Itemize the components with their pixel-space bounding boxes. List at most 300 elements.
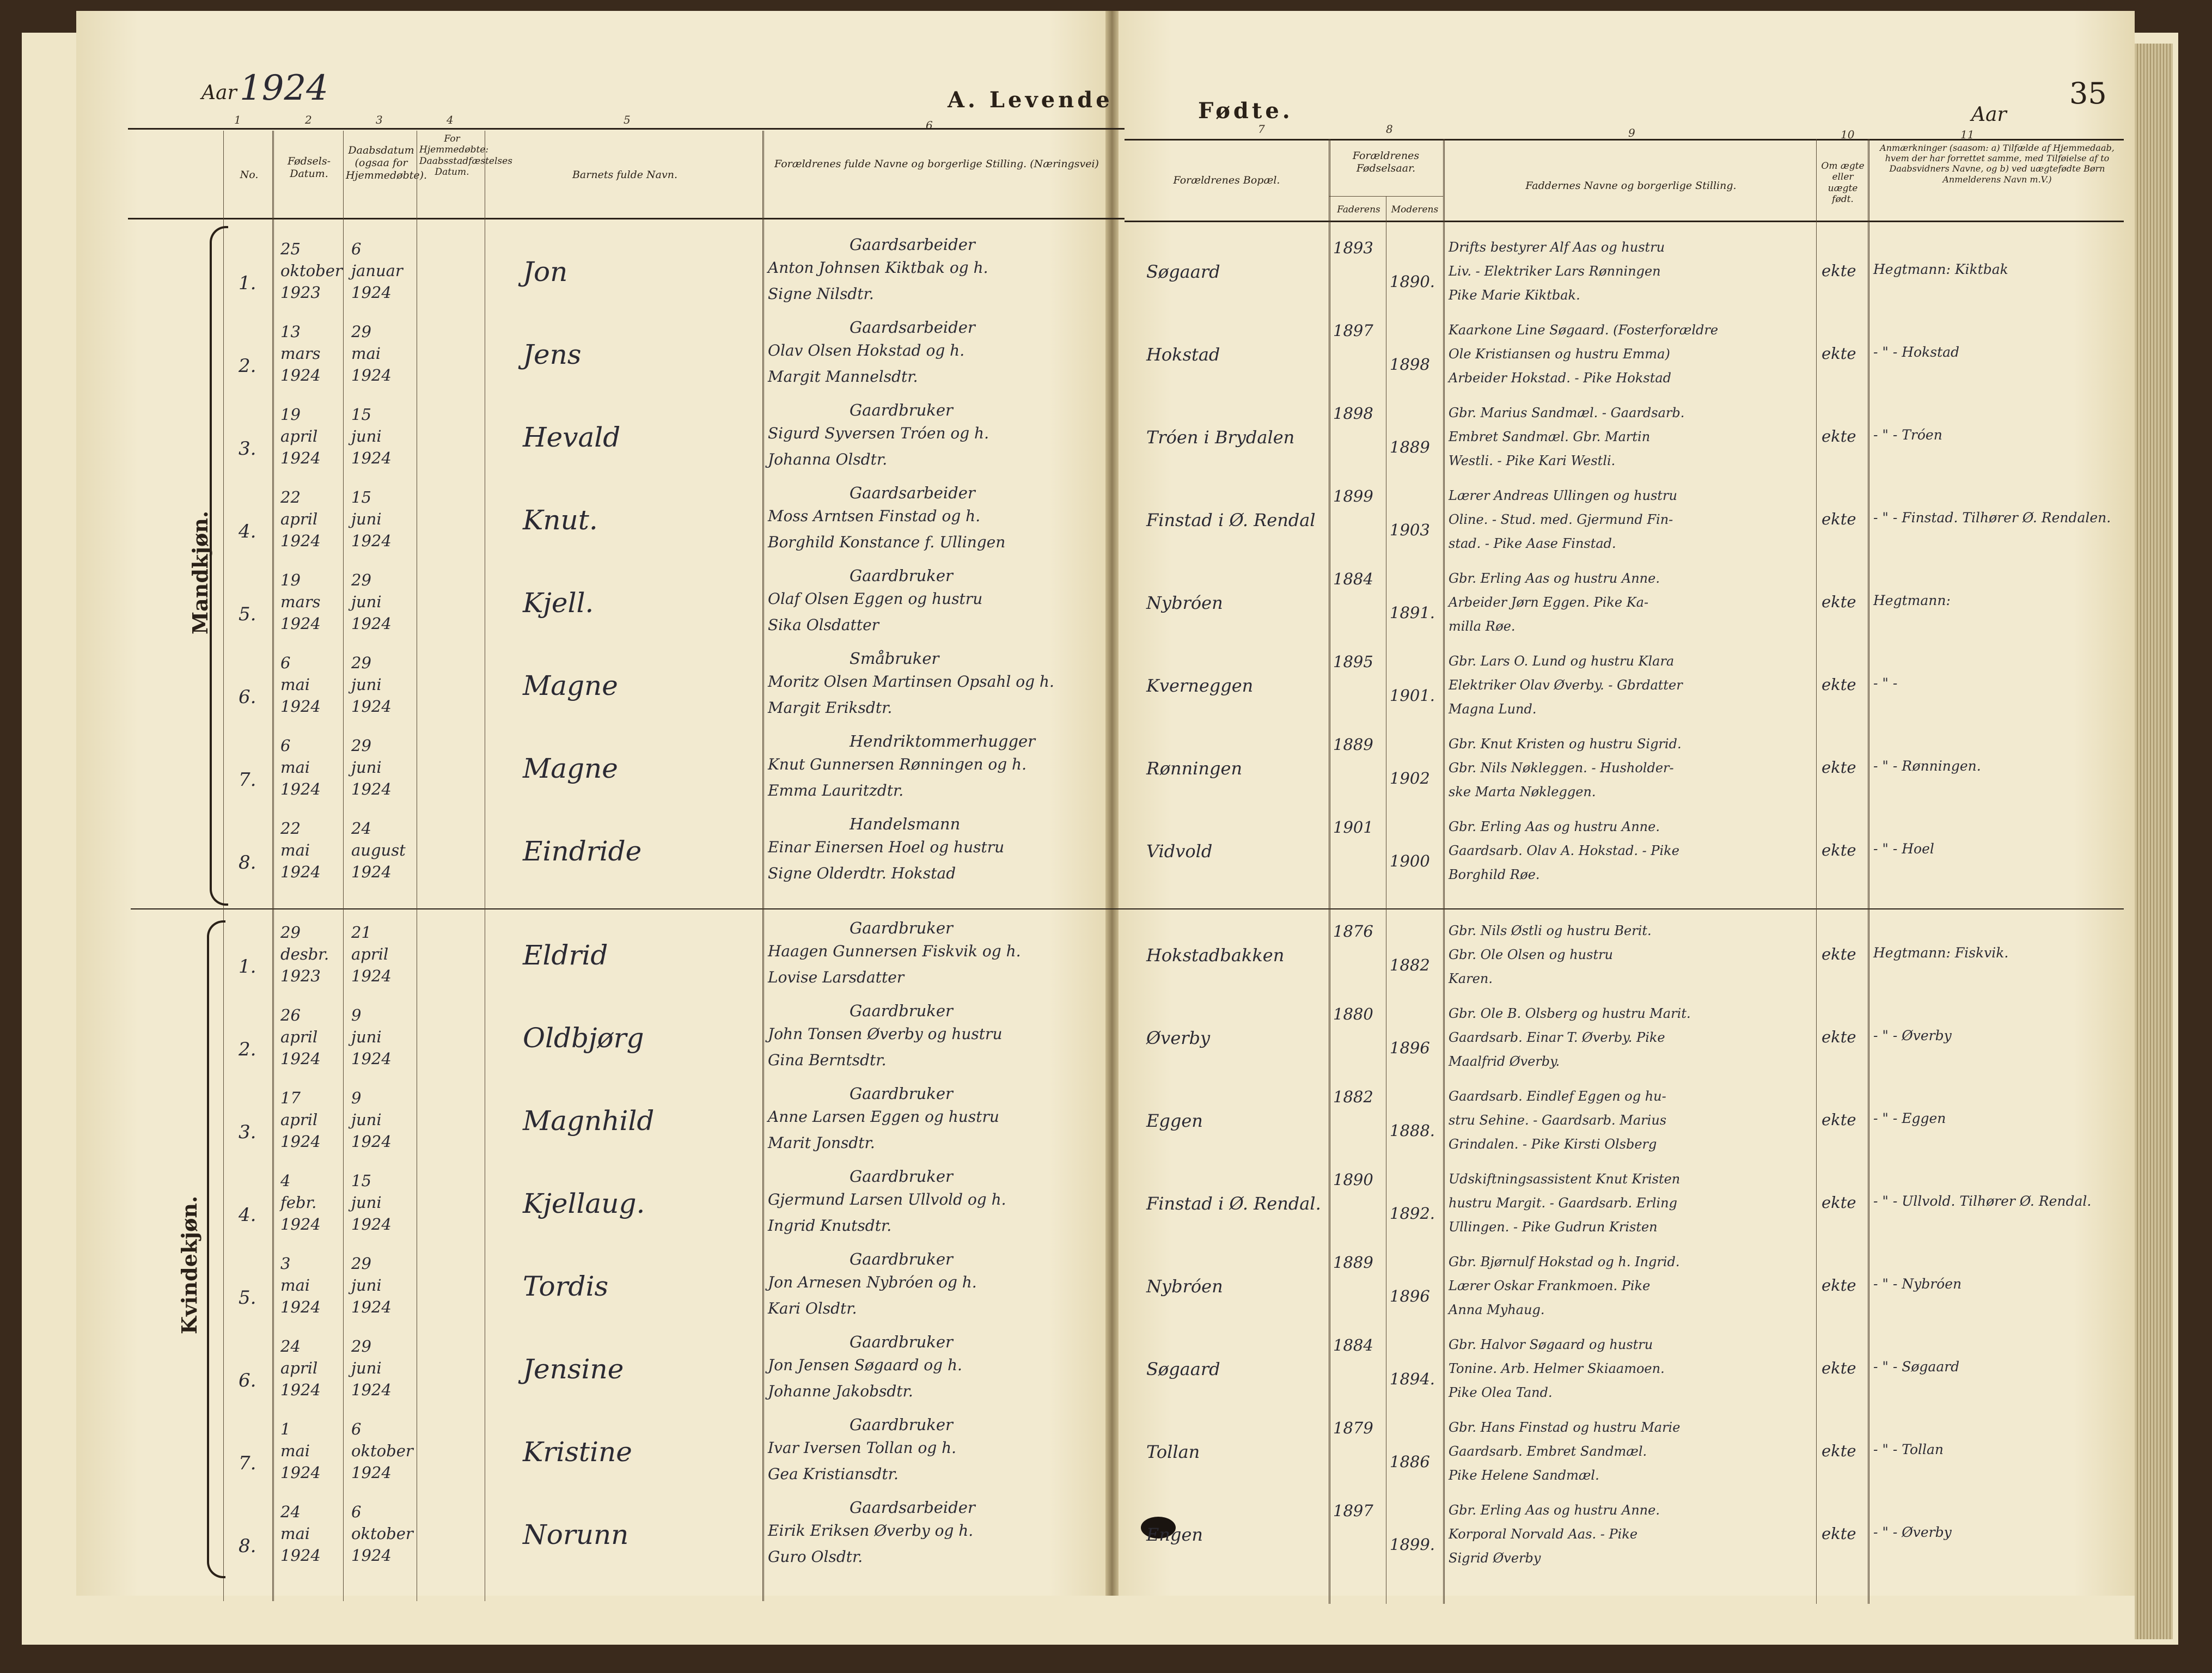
baptism-date-part: juni: [351, 758, 382, 777]
legitimacy: ekte: [1822, 1524, 1856, 1543]
sponsors-line: Magna Lund.: [1449, 701, 1537, 717]
remarks: Hegtmann:: [1873, 593, 1951, 608]
child-name: Norunn: [523, 1519, 629, 1550]
col-rule-11: [1868, 139, 1869, 1604]
birth-date-part: 1924: [280, 532, 321, 550]
colnum-4: 4: [447, 113, 454, 126]
colnum-10: 10: [1841, 128, 1855, 141]
father-occupation: Gaardbruker: [850, 401, 953, 419]
sponsors-line: Pike Olea Tand.: [1449, 1385, 1553, 1400]
col-rule-9: [1443, 139, 1445, 1604]
baptism-date-part: 1924: [351, 614, 392, 633]
birth-date-part: 19: [280, 405, 301, 424]
baptism-date-part: 6: [351, 1503, 362, 1521]
aar-label-left: Aar: [201, 82, 237, 104]
baptism-date-part: oktober: [351, 1442, 413, 1460]
birth-date-part: 1924: [280, 1132, 321, 1151]
baptism-date-part: 29: [351, 1337, 371, 1356]
baptism-date-part: juni: [351, 1276, 382, 1295]
residence: Eggen: [1146, 1110, 1203, 1131]
mother-birth-year: 1896: [1390, 1039, 1430, 1057]
col-rule-2: [272, 131, 274, 1601]
colhead-fodsels-datum: Fødsels-Datum.: [288, 155, 331, 180]
sponsors-line: Gbr. Ole Olsen og hustru: [1449, 947, 1614, 962]
birth-date-part: 24: [280, 1337, 301, 1356]
sponsors-line: Pike Marie Kiktbak.: [1449, 288, 1580, 303]
baptism-date-part: 24: [351, 819, 371, 838]
baptism-date-part: 1924: [351, 283, 392, 302]
sponsors-line: Gbr. Ole B. Olsberg og hustru Marit.: [1449, 1006, 1691, 1021]
parents-line: Kari Olsdtr.: [768, 1299, 857, 1317]
colnum-9: 9: [1628, 126, 1635, 139]
residence: Finstad i Ø. Rendal: [1146, 510, 1316, 530]
sponsors-line: Gaardsarb. Einar T. Øverby. Pike: [1449, 1030, 1665, 1045]
baptism-date-part: juni: [351, 675, 382, 694]
entry-number: 1.: [239, 956, 256, 978]
section-divider: [131, 908, 2124, 909]
residence: Kverneggen: [1146, 675, 1254, 696]
parents-line: Sika Olsdatter: [768, 616, 879, 634]
colhead-anmerkninger: Anmærkninger (saasom: a) Tilfælde af Hjemmedaab, hvem der har forrettet samme, med Tilføielse af to Daabsvidners Navne, og b) ved uægtefødte Børn Anmelderens Navn m.V.): [1880, 143, 2115, 185]
colnum-7: 7: [1258, 123, 1265, 136]
sponsors-line: Kaarkone Line Søgaard. (Fosterforældre: [1449, 322, 1719, 338]
parents-line: Guro Olsdtr.: [768, 1548, 863, 1566]
birth-date-part: desbr.: [280, 945, 329, 963]
book-edge-right: [2135, 44, 2173, 1639]
sponsors-line: Udskiftningsassistent Knut Kristen: [1449, 1171, 1681, 1187]
baptism-date-part: 1924: [351, 1132, 392, 1151]
birth-date-part: 1924: [280, 697, 321, 716]
baptism-date-part: juni: [351, 1193, 382, 1212]
mother-birth-year: 1899.: [1390, 1535, 1435, 1554]
legitimacy: ekte: [1822, 1276, 1856, 1295]
section-male-brace: [210, 226, 228, 906]
birth-date-part: april: [280, 427, 318, 445]
parents-line: Eirik Eriksen Øverby og h.: [768, 1522, 974, 1540]
colhead-faderens: Faderens: [1337, 204, 1380, 215]
baptism-date-part: 29: [351, 322, 371, 341]
baptism-date-part: mai: [351, 344, 381, 363]
sponsors-line: Gbr. Erling Aas og hustru Anne.: [1449, 819, 1660, 834]
entry-number: 5.: [239, 1287, 256, 1309]
entry-number: 6.: [239, 686, 256, 708]
mother-birth-year: 1898: [1390, 355, 1430, 374]
colnum-8: 8: [1386, 123, 1393, 136]
colhead-bopael: Forældrenes Bopæl.: [1173, 174, 1280, 186]
birth-date-part: april: [280, 510, 318, 528]
parents-line: Emma Lauritzdtr.: [768, 781, 904, 799]
father-occupation: Småbruker: [850, 649, 939, 668]
child-name: Knut.: [523, 504, 598, 536]
baptism-date-part: 1924: [351, 697, 392, 716]
header-rule-bottom-right: [1125, 221, 2124, 222]
baptism-date-part: august: [351, 841, 406, 859]
child-name: Kristine: [523, 1436, 632, 1468]
entry-number: 8.: [239, 852, 256, 874]
father-occupation: Gaardbruker: [850, 1167, 953, 1186]
sponsors-line: Pike Helene Sandmæl.: [1449, 1468, 1599, 1483]
legitimacy: ekte: [1822, 510, 1856, 528]
baptism-date-part: 9: [351, 1006, 362, 1024]
entry-number: 2.: [239, 355, 256, 377]
sponsors-line: Grindalen. - Pike Kirsti Olsberg: [1449, 1137, 1657, 1152]
father-occupation: Gaardsarbeider: [850, 318, 975, 337]
remarks: - " -: [1873, 675, 1898, 691]
header-rule-top-left: [128, 128, 1125, 130]
father-occupation: Gaardbruker: [850, 1333, 953, 1351]
father-birth-year: 1897: [1333, 1501, 1373, 1520]
father-birth-year: 1893: [1333, 239, 1373, 257]
baptism-date-part: juni: [351, 510, 382, 528]
remarks: - " - Hokstad: [1873, 344, 1960, 360]
father-birth-year: 1898: [1333, 404, 1373, 423]
child-name: Kjell.: [523, 587, 594, 619]
sponsors-line: stru Sehine. - Gaardsarb. Marius: [1449, 1113, 1667, 1128]
child-name: Magne: [523, 670, 618, 701]
birth-date-part: 26: [280, 1006, 301, 1024]
colhead-daabs-datum: Daabsdatum (ogsaa for Hjemmedøbte).: [346, 144, 427, 181]
birth-date-part: mai: [280, 675, 310, 694]
parents-line: Ingrid Knutsdtr.: [768, 1217, 892, 1235]
section-female-label: Kvindekjøn.: [177, 1195, 201, 1334]
parents-line: Johanne Jakobsdtr.: [768, 1382, 913, 1400]
child-name: Oldbjørg: [523, 1022, 644, 1054]
header-rule-top-right: [1125, 139, 2124, 141]
father-birth-year: 1882: [1333, 1088, 1373, 1106]
child-name: Magne: [523, 753, 618, 784]
parents-line: Margit Mannelsdtr.: [768, 368, 918, 386]
child-name: Kjellaug.: [523, 1188, 645, 1219]
baptism-date-part: 29: [351, 654, 371, 672]
legitimacy: ekte: [1822, 427, 1856, 445]
birth-date-part: 22: [280, 819, 301, 838]
residence: Søgaard: [1146, 1359, 1220, 1379]
parents-line: John Tonsen Øverby og hustru: [768, 1025, 1003, 1043]
birth-date-part: 1924: [280, 1049, 321, 1068]
parents-line: Moss Arntsen Finstad og h.: [768, 507, 981, 525]
remarks: Hegtmann: Kiktbak: [1873, 261, 2008, 277]
baptism-date-part: 15: [351, 488, 371, 506]
baptism-date-part: 15: [351, 405, 371, 424]
father-birth-year: 1880: [1333, 1005, 1373, 1023]
colnum-2: 2: [305, 113, 312, 126]
residence: Hokstad: [1146, 344, 1220, 365]
entry-number: 4.: [239, 521, 256, 542]
mother-birth-year: 1903: [1390, 521, 1430, 539]
residence: Nybróen: [1146, 1276, 1223, 1297]
parents-line: Sigurd Syversen Tróen og h.: [768, 424, 989, 442]
child-name: Magnhild: [523, 1105, 655, 1137]
col-rule-10: [1816, 139, 1817, 1604]
sponsors-line: Gbr. Hans Finstad og hustru Marie: [1449, 1420, 1681, 1435]
legitimacy: ekte: [1822, 1028, 1856, 1046]
colnum-11: 11: [1960, 128, 1975, 141]
residence: Nybróen: [1146, 593, 1223, 613]
sponsors-line: Tonine. Arb. Helmer Skiaamoen.: [1449, 1361, 1665, 1376]
legitimacy: ekte: [1822, 945, 1856, 963]
parents-line: Anton Johnsen Kiktbak og h.: [768, 259, 988, 277]
section-female-brace: [207, 920, 225, 1578]
father-birth-year: 1890: [1333, 1170, 1373, 1189]
father-birth-year: 1876: [1333, 922, 1373, 941]
baptism-date-part: juni: [351, 593, 382, 611]
father-occupation: Gaardbruker: [850, 1002, 953, 1020]
birth-date-part: 13: [280, 322, 301, 341]
entry-number: 2.: [239, 1039, 256, 1060]
legitimacy: ekte: [1822, 1193, 1856, 1212]
birth-date-part: mai: [280, 1276, 310, 1295]
father-occupation: Gaardbruker: [850, 1084, 953, 1103]
baptism-date-part: 1924: [351, 1298, 392, 1316]
parents-line: Gjermund Larsen Ullvold og h.: [768, 1190, 1006, 1208]
parents-line: Olav Olsen Hokstad og h.: [768, 341, 965, 359]
legitimacy: ekte: [1822, 758, 1856, 777]
birth-date-part: 4: [280, 1171, 291, 1190]
baptism-date-part: 6: [351, 240, 362, 258]
colhead-moderens: Moderens: [1391, 204, 1439, 215]
mother-birth-year: 1882: [1390, 956, 1430, 974]
parents-line: Marit Jonsdtr.: [768, 1134, 875, 1152]
birth-date-part: 22: [280, 488, 301, 506]
father-birth-year: 1884: [1333, 570, 1373, 588]
sponsors-line: milla Røe.: [1449, 619, 1516, 634]
baptism-date-part: 1924: [351, 449, 392, 467]
birth-date-part: 1: [280, 1420, 291, 1438]
father-birth-year: 1895: [1333, 652, 1373, 671]
sponsors-line: Liv. - Elektriker Lars Rønningen: [1449, 264, 1661, 279]
birth-date-part: mars: [280, 344, 321, 363]
birth-date-part: 1924: [280, 780, 321, 798]
baptism-date-part: 1924: [351, 1463, 392, 1482]
sponsors-line: Ullingen. - Pike Gudrun Kristen: [1449, 1219, 1658, 1235]
baptism-date-part: juni: [351, 1028, 382, 1046]
residence: Øverby: [1146, 1028, 1211, 1048]
parents-line: Ivar Iversen Tollan og h.: [768, 1439, 957, 1457]
birth-date-part: april: [280, 1359, 318, 1377]
sponsors-line: Maalfrid Øverby.: [1449, 1054, 1560, 1069]
baptism-date-part: 1924: [351, 1381, 392, 1399]
child-name: Jensine: [523, 1353, 624, 1385]
sponsors-line: Gaardsarb. Eindlef Eggen og hu-: [1449, 1089, 1666, 1104]
baptism-date-part: 1924: [351, 532, 392, 550]
sponsors-line: Karen.: [1449, 971, 1493, 986]
sponsors-line: Gbr. Nils Nøkleggen. - Husholder-: [1449, 760, 1674, 776]
entry-number: 6.: [239, 1370, 256, 1391]
baptism-date-part: 1924: [351, 780, 392, 798]
entry-number: 5.: [239, 603, 256, 625]
father-birth-year: 1897: [1333, 321, 1373, 340]
mother-birth-year: 1888.: [1390, 1121, 1435, 1140]
mother-birth-year: 1894.: [1390, 1370, 1435, 1388]
baptism-date-part: 1924: [351, 1049, 392, 1068]
birth-date-part: 29: [280, 923, 301, 942]
legitimacy: ekte: [1822, 1110, 1856, 1129]
baptism-date-part: 9: [351, 1089, 362, 1107]
col-rule-3: [343, 131, 344, 1601]
baptism-date-part: 29: [351, 1254, 371, 1273]
sponsors-line: Gbr. Halvor Søgaard og hustru: [1449, 1337, 1653, 1352]
father-birth-year: 1889: [1333, 1253, 1373, 1272]
father-birth-year: 1901: [1333, 818, 1373, 836]
baptism-date-part: april: [351, 945, 389, 963]
birth-date-part: 1924: [280, 614, 321, 633]
parents-line: Einar Einersen Hoel og hustru: [768, 838, 1005, 856]
birth-date-part: 1924: [280, 366, 321, 384]
father-birth-year: 1899: [1333, 487, 1373, 505]
colhead-barnets-navn: Barnets fulde Navn.: [572, 169, 678, 181]
sponsors-line: Anna Myhaug.: [1449, 1302, 1545, 1317]
parents-line: Signe Olderdtr. Hokstad: [768, 864, 956, 882]
sponsors-line: stad. - Pike Aase Finstad.: [1449, 536, 1616, 551]
sponsors-line: Lærer Oskar Frankmoen. Pike: [1449, 1278, 1651, 1293]
sponsors-line: Korporal Norvald Aas. - Pike: [1449, 1527, 1638, 1542]
birth-date-part: 1923: [280, 283, 321, 302]
baptism-date-part: 1924: [351, 366, 392, 384]
residence: Rønningen: [1146, 758, 1243, 779]
colnum-3: 3: [376, 113, 383, 126]
parents-line: Jon Arnesen Nybróen og h.: [768, 1273, 977, 1291]
birth-date-part: febr.: [280, 1193, 317, 1212]
residence: Tróen i Brydalen: [1146, 427, 1295, 448]
sponsors-line: Drifts bestyrer Alf Aas og hustru: [1449, 240, 1665, 255]
parents-line: Borghild Konstance f. Ullingen: [768, 533, 1006, 551]
mother-birth-year: 1900: [1390, 852, 1430, 870]
sponsors-line: Embret Sandmæl. Gbr. Martin: [1449, 429, 1651, 444]
baptism-date-part: 29: [351, 571, 371, 589]
residence: Tollan: [1146, 1442, 1200, 1462]
colhead-foreldre: Forældrenes fulde Navne og borgerlige Stilling. (Næringsvei): [774, 158, 1099, 170]
father-occupation: Gaardbruker: [850, 566, 953, 585]
mother-birth-year: 1886: [1390, 1452, 1430, 1471]
father-occupation: Gaardbruker: [850, 1250, 953, 1268]
birth-date-part: mai: [280, 841, 310, 859]
parents-line: Haagen Gunnersen Fiskvik og h.: [768, 942, 1021, 960]
colhead-hjemmedobte: For Hjemmedøbte: Daabsstadfæstelses Datum.: [419, 133, 512, 178]
legitimacy: ekte: [1822, 344, 1856, 363]
birth-date-part: 1924: [280, 1298, 321, 1316]
colhead-faddere: Faddernes Navne og borgerlige Stilling.: [1525, 180, 1737, 192]
title-right: Fødte.: [1198, 98, 1293, 124]
baptism-date-part: 21: [351, 923, 371, 942]
colnum-1: 1: [234, 113, 241, 126]
colhead-aegte: Om ægte eller uægte født.: [1821, 161, 1865, 205]
parents-line: Lovise Larsdatter: [768, 968, 905, 986]
remarks: - " - Søgaard: [1873, 1359, 1960, 1375]
legitimacy: ekte: [1822, 675, 1856, 694]
parents-line: Gea Kristiansdtr.: [768, 1465, 899, 1483]
baptism-date-part: oktober: [351, 1524, 413, 1543]
baptism-date-part: 6: [351, 1420, 362, 1438]
sponsors-line: hustru Margit. - Gaardsarb. Erling: [1449, 1195, 1677, 1211]
birth-date-part: april: [280, 1028, 318, 1046]
birth-date-part: 6: [280, 654, 291, 672]
sponsors-line: Gbr. Erling Aas og hustru Anne.: [1449, 571, 1660, 586]
birth-date-part: mai: [280, 1524, 310, 1543]
aar-label-right: Aar: [1971, 103, 2007, 126]
birth-date-part: 6: [280, 736, 291, 755]
residence: Engen: [1146, 1524, 1203, 1545]
father-occupation: Gaardsarbeider: [850, 484, 975, 502]
sponsors-line: Ole Kristiansen og hustru Emma): [1449, 346, 1670, 362]
sponsors-line: Sigrid Øverby: [1449, 1550, 1541, 1566]
residence: Hokstadbakken: [1146, 945, 1285, 966]
birth-date-part: mars: [280, 593, 321, 611]
sponsors-line: Arbeider Hokstad. - Pike Hokstad: [1449, 370, 1672, 386]
legitimacy: ekte: [1822, 261, 1856, 280]
colhead-nr: No.: [240, 169, 259, 181]
col-rule-7: [1329, 139, 1330, 1604]
baptism-date-part: juni: [351, 1110, 382, 1129]
baptism-date-part: 1924: [351, 967, 392, 985]
sponsors-line: Oline. - Stud. med. Gjermund Fin-: [1449, 512, 1673, 527]
birth-date-part: 1924: [280, 1463, 321, 1482]
birth-date-part: 19: [280, 571, 301, 589]
parents-line: Gina Berntsdtr.: [768, 1051, 887, 1069]
legitimacy: ekte: [1822, 1359, 1856, 1377]
mother-birth-year: 1902: [1390, 769, 1430, 787]
birth-date-part: 1924: [280, 1215, 321, 1234]
book-gutter: [1105, 11, 1119, 1596]
sponsors-line: Gbr. Bjørnulf Hokstad og h. Ingrid.: [1449, 1254, 1680, 1269]
residence: Finstad i Ø. Rendal.: [1146, 1193, 1321, 1214]
mother-birth-year: 1891.: [1390, 603, 1435, 622]
mother-birth-year: 1890.: [1390, 272, 1435, 291]
remarks: Hegtmann: Fiskvik.: [1873, 945, 2009, 961]
child-name: Eldrid: [523, 939, 608, 971]
remarks: - " - Øverby: [1873, 1524, 1952, 1540]
sponsors-line: Gbr. Nils Østli og hustru Berit.: [1449, 923, 1652, 938]
sponsors-line: Arbeider Jørn Eggen. Pike Ka-: [1449, 595, 1649, 610]
parents-line: Margit Eriksdtr.: [768, 699, 893, 717]
sponsors-line: Lærer Andreas Ullingen og hustru: [1449, 488, 1677, 503]
baptism-date-part: januar: [351, 261, 403, 280]
birth-date-part: 1924: [280, 1546, 321, 1565]
parents-line: Signe Nilsdtr.: [768, 285, 874, 303]
baptism-date-part: 1924: [351, 863, 392, 881]
parents-line: Moritz Olsen Martinsen Opsahl og h.: [768, 673, 1054, 691]
sponsors-line: Gbr. Knut Kristen og hustru Sigrid.: [1449, 736, 1682, 752]
remarks: - " - Finstad. Tilhører Ø. Rendalen.: [1873, 510, 2111, 526]
parents-line: Knut Gunnersen Rønningen og h.: [768, 755, 1026, 773]
remarks: - " - Rønningen.: [1873, 758, 1981, 774]
residence: Søgaard: [1146, 261, 1220, 282]
entry-number: 3.: [239, 438, 256, 460]
father-occupation: Gaardsarbeider: [850, 235, 975, 254]
remarks: - " - Ullvold. Tilhører Ø. Rendal.: [1873, 1193, 2092, 1209]
sponsors-line: Westli. - Pike Kari Westli.: [1449, 453, 1616, 468]
sponsors-line: Gaardsarb. Olav A. Hokstad. - Pike: [1449, 843, 1679, 858]
remarks: - " - Tollan: [1873, 1442, 1944, 1457]
birth-date-part: 17: [280, 1089, 301, 1107]
parents-line: Anne Larsen Eggen og hustru: [768, 1108, 999, 1126]
col-rule-6: [762, 131, 764, 1601]
baptism-date-part: 1924: [351, 1546, 392, 1565]
birth-date-part: 1924: [280, 449, 321, 467]
baptism-date-part: juni: [351, 427, 382, 445]
year-handwritten: 1924: [240, 68, 328, 108]
colhead-fodselsaar: Forældrenes Fødselsaar.: [1352, 150, 1420, 174]
section-male-label: Mandkjøn.: [188, 510, 212, 634]
birth-date-part: 1924: [280, 1381, 321, 1399]
birth-date-part: mai: [280, 758, 310, 777]
birth-date-part: mai: [280, 1442, 310, 1460]
legitimacy: ekte: [1822, 841, 1856, 859]
header-rule-bottom-left: [128, 218, 1125, 219]
sponsors-line: Gbr. Lars O. Lund og hustru Klara: [1449, 654, 1675, 669]
baptism-date-part: 1924: [351, 1215, 392, 1234]
baptism-date-part: 15: [351, 1171, 371, 1190]
entry-number: 3.: [239, 1121, 256, 1143]
